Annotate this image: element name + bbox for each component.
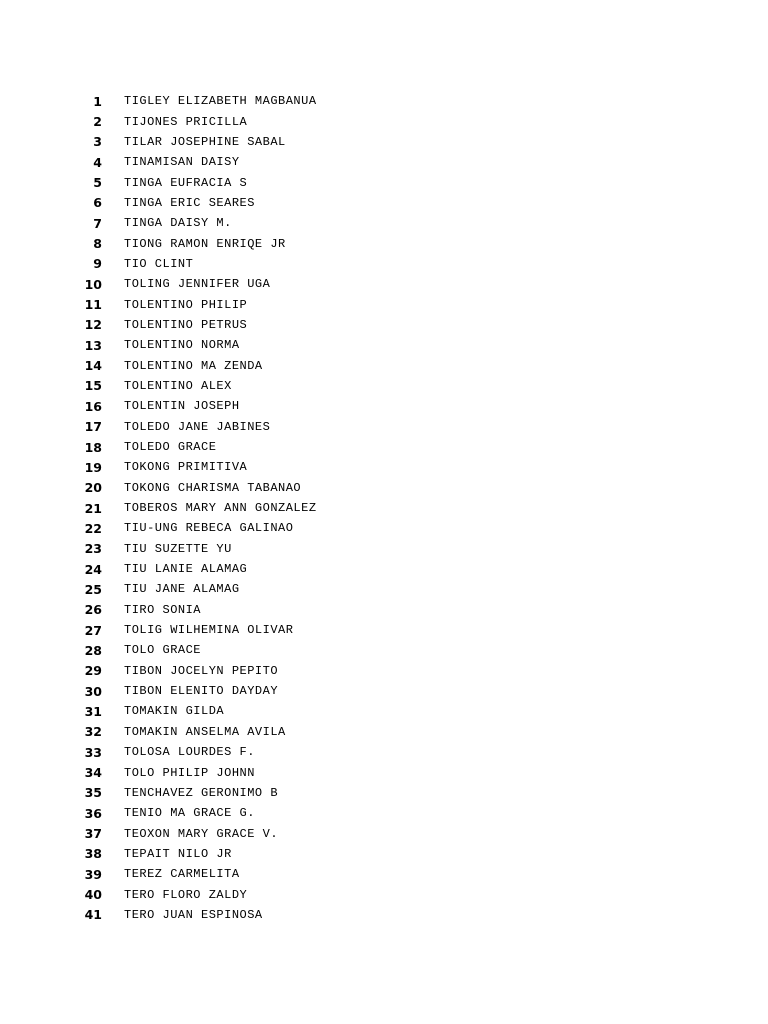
list-item	[60, 620, 317, 640]
list-item	[60, 91, 317, 111]
entry-name: TEPAIT NILO JR	[124, 846, 232, 861]
list-item	[60, 762, 317, 782]
list-item	[60, 193, 317, 213]
entry-name: TIU-UNG REBECA GALINAO	[124, 521, 294, 536]
entry-number: 12	[84, 317, 102, 333]
list-item	[60, 315, 317, 335]
entry-name: TOBEROS MARY ANN GONZALEZ	[124, 501, 317, 516]
list-item	[60, 600, 317, 620]
entry-name: TEREZ CARMELITA	[124, 867, 240, 882]
list-item	[60, 254, 317, 274]
entry-name: TOLO GRACE	[124, 643, 202, 658]
list-item	[60, 274, 317, 294]
list-item	[60, 437, 317, 457]
entry-name: TIO CLINT	[124, 256, 194, 271]
entry-number: 22	[84, 520, 102, 536]
entry-number: 7	[93, 215, 102, 231]
entry-number: 4	[93, 154, 102, 170]
list-item	[60, 864, 317, 884]
entry-name: TIU SUZETTE YU	[124, 541, 232, 556]
entry-name: TOLENTINO MA ZENDA	[124, 358, 263, 373]
list-item	[60, 355, 317, 375]
list-item	[60, 417, 317, 437]
entry-name: TIGLEY ELIZABETH MAGBANUA	[124, 94, 317, 109]
entry-name: TIU LANIE ALAMAG	[124, 562, 248, 577]
entry-number: 3	[93, 134, 102, 150]
entry-number: 36	[84, 805, 102, 821]
entry-name: TENIO MA GRACE G.	[124, 806, 255, 821]
entry-name: TOMAKIN ANSELMA AVILA	[124, 724, 286, 739]
entry-name: TOLENTINO NORMA	[124, 338, 240, 353]
entry-number: 29	[84, 663, 102, 679]
entry-number: 28	[84, 642, 102, 658]
entry-number: 33	[84, 744, 102, 760]
entry-name: TIJONES PRICILLA	[124, 114, 248, 129]
entry-number: 32	[84, 724, 102, 740]
entry-name: TOKONG PRIMITIVA	[124, 460, 248, 475]
entry-number: 18	[84, 439, 102, 455]
entry-name: TOMAKIN GILDA	[124, 704, 225, 719]
entry-name: TEOXON MARY GRACE V.	[124, 826, 279, 841]
entry-number: 17	[84, 419, 102, 435]
entry-name: TOLEDO GRACE	[124, 440, 217, 455]
entry-number: 14	[84, 358, 102, 374]
list-item	[60, 640, 317, 660]
entry-name: TINAMISAN DAISY	[124, 155, 240, 170]
entry-number: 5	[93, 175, 102, 191]
list-item	[60, 376, 317, 396]
entry-name: TENCHAVEZ GERONIMO B	[124, 785, 279, 800]
entry-number: 40	[84, 887, 102, 903]
entry-name: TIRO SONIA	[124, 602, 202, 617]
entry-number: 9	[93, 256, 102, 272]
list-item	[60, 803, 317, 823]
list-item	[60, 905, 317, 925]
entry-name: TILAR JOSEPHINE SABAL	[124, 134, 286, 149]
entry-name: TINGA EUFRACIA S	[124, 175, 248, 190]
list-item	[60, 213, 317, 233]
list-item	[60, 518, 317, 538]
list-item	[60, 396, 317, 416]
list-item	[60, 132, 317, 152]
entry-number: 2	[93, 114, 102, 130]
list-item	[60, 722, 317, 742]
entry-number: 19	[84, 459, 102, 475]
entry-number: 31	[84, 703, 102, 719]
list-item	[60, 111, 317, 131]
entry-number: 27	[84, 622, 102, 638]
entry-number: 11	[84, 297, 102, 313]
entry-name: TERO JUAN ESPINOSA	[124, 907, 263, 922]
entry-name: TIBON ELENITO DAYDAY	[124, 684, 279, 699]
list-item	[60, 152, 317, 172]
entry-name: TOLIG WILHEMINA OLIVAR	[124, 623, 294, 638]
entry-number: 24	[84, 561, 102, 577]
entry-name: TIBON JOCELYN PEPITO	[124, 663, 279, 678]
entry-name: TOLING JENNIFER UGA	[124, 277, 271, 292]
entry-number: 21	[84, 500, 102, 516]
list-item	[60, 172, 317, 192]
entry-name: TIU JANE ALAMAG	[124, 582, 240, 597]
list-item	[60, 884, 317, 904]
entry-number: 34	[84, 765, 102, 781]
entry-number: 15	[84, 378, 102, 394]
entry-number: 26	[84, 602, 102, 618]
list-item	[60, 539, 317, 559]
list-item	[60, 335, 317, 355]
list-item	[60, 681, 317, 701]
entry-name: TOLENTINO PHILIP	[124, 297, 248, 312]
entry-number: 41	[84, 907, 102, 923]
list-item	[60, 478, 317, 498]
entry-name: TINGA ERIC SEARES	[124, 195, 255, 210]
entry-name: TOLEDO JANE JABINES	[124, 419, 271, 434]
list-item	[60, 457, 317, 477]
entry-name: TOLENTIN JOSEPH	[124, 399, 240, 414]
entry-name: TOLO PHILIP JOHNN	[124, 765, 255, 780]
entry-name: TOLENTINO ALEX	[124, 378, 232, 393]
list-item	[60, 823, 317, 843]
entry-number: 38	[84, 846, 102, 862]
list-item	[60, 559, 317, 579]
entry-number: 6	[93, 195, 102, 211]
entry-number: 37	[84, 826, 102, 842]
entry-number: 35	[84, 785, 102, 801]
list-item	[60, 661, 317, 681]
list-item	[60, 579, 317, 599]
entry-name: TOKONG CHARISMA TABANAO	[124, 480, 302, 495]
list-item	[60, 294, 317, 314]
name-list	[60, 91, 317, 925]
entry-name: TIONG RAMON ENRIQE JR	[124, 236, 286, 251]
list-item	[60, 742, 317, 762]
entry-number: 1	[93, 93, 102, 109]
list-item	[60, 498, 317, 518]
entry-name: TINGA DAISY M.	[124, 216, 232, 231]
list-item	[60, 844, 317, 864]
entry-number: 16	[84, 398, 102, 414]
entry-number: 30	[84, 683, 102, 699]
list-item	[60, 233, 317, 253]
entry-name: TOLOSA LOURDES F.	[124, 745, 255, 760]
entry-number: 20	[84, 480, 102, 496]
entry-name: TERO FLORO ZALDY	[124, 887, 248, 902]
entry-number: 25	[84, 581, 102, 597]
entry-name: TOLENTINO PETRUS	[124, 317, 248, 332]
entry-number: 13	[84, 337, 102, 353]
entry-number: 10	[84, 276, 102, 292]
list-item	[60, 783, 317, 803]
entry-number: 8	[93, 236, 102, 252]
entry-number: 23	[84, 541, 102, 557]
list-item	[60, 701, 317, 721]
entry-number: 39	[84, 866, 102, 882]
